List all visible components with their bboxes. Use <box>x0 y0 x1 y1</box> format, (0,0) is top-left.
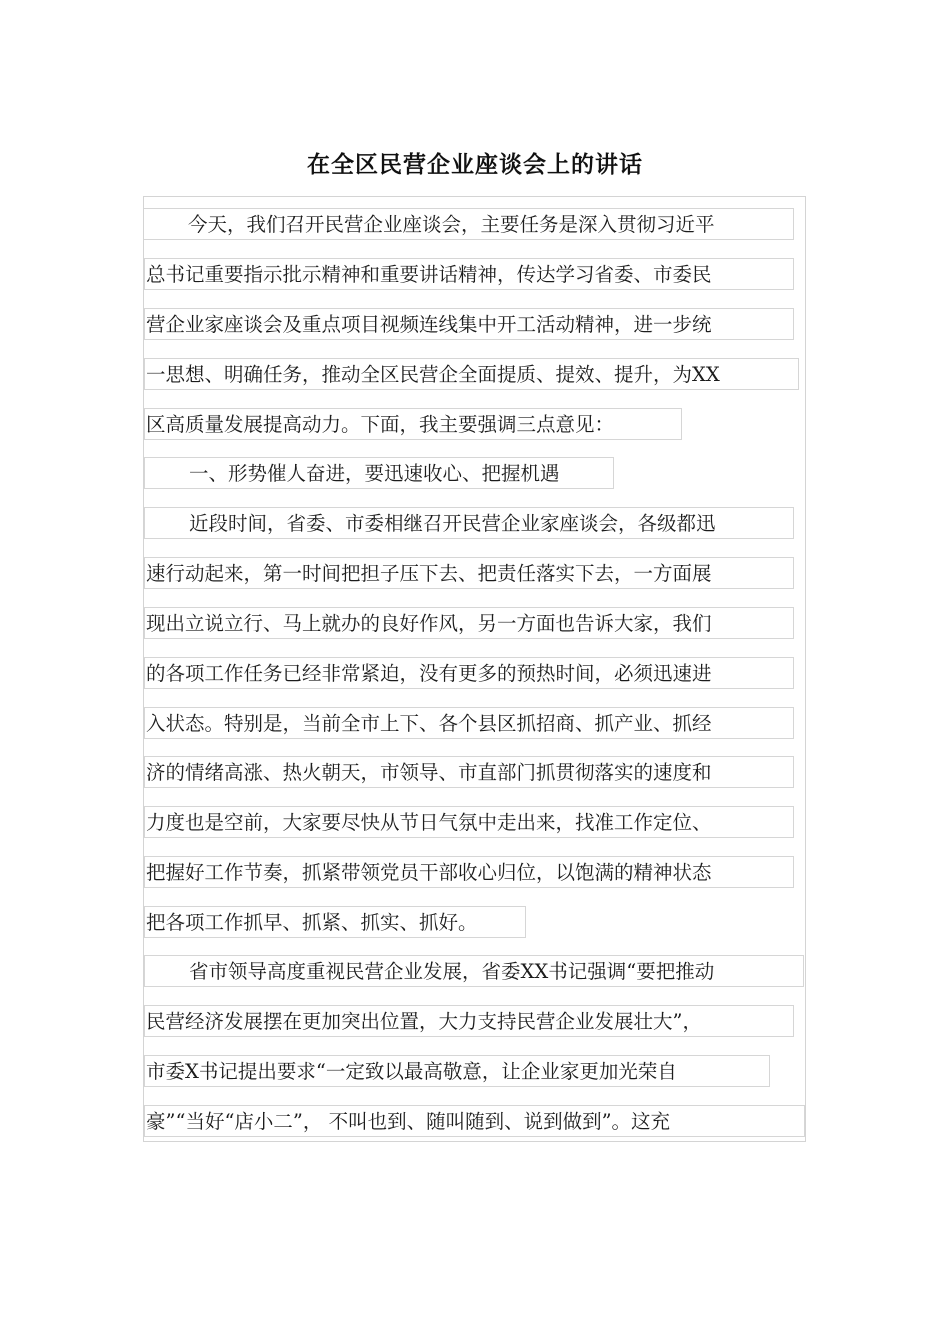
text-line-8: 现出立说立行、马上就办的良好作风，另一方面也告诉大家，我们 <box>144 607 794 639</box>
text-line-10: 入状态。特别是，当前全市上下、各个县区抓招商、抓产业、抓经 <box>144 707 794 739</box>
text-line-17: 市委X书记提出要求“一定致以最高敬意，让企业家更加光荣自 <box>144 1055 770 1087</box>
text-line-5: 区高质量发展提高动力。下面，我主要强调三点意见： <box>144 408 682 440</box>
text-line-2: 总书记重要指示批示精神和重要讲话精神，传达学习省委、市委民 <box>144 258 794 290</box>
text-line-12: 力度也是空前，大家要尽快从节日气氛中走出来，找准工作定位、 <box>144 806 794 838</box>
text-line-6: 近段时间，省委、市委相继召开民营企业家座谈会，各级都迅 <box>144 507 794 539</box>
text-line-1: 今天，我们召开民营企业座谈会，主要任务是深入贯彻习近平 <box>144 208 794 240</box>
text-line-11: 济的情绪高涨、热火朝天，市领导、市直部门抓贯彻落实的速度和 <box>144 756 794 788</box>
text-line-14: 把各项工作抓早、抓紧、抓实、抓好。 <box>144 906 526 938</box>
section-heading-1: 一、形势催人奋进，要迅速收心、把握机遇 <box>144 457 614 489</box>
text-line-13: 把握好工作节奏，抓紧带领党员干部收心归位，以饱满的精神状态 <box>144 856 794 888</box>
text-line-16: 民营经济发展摆在更加突出位置，大力支持民营企业发展壮大”， <box>144 1005 794 1037</box>
text-line-18: 豪”“当好“店小二”， 不叫也到、随叫随到、说到做到”。这充 <box>144 1105 805 1137</box>
text-line-3: 营企业家座谈会及重点项目视频连线集中开工活动精神，进一步统 <box>144 308 794 340</box>
text-line-9: 的各项工作任务已经非常紧迫，没有更多的预热时间，必须迅速进 <box>144 657 794 689</box>
document-title: 在全区民营企业座谈会上的讲话 <box>307 152 643 178</box>
text-line-15: 省市领导高度重视民营企业发展，省委XX书记强调“要把推动 <box>144 955 804 987</box>
text-line-7: 速行动起来，第一时间把担子压下去、把责任落实下去，一方面展 <box>144 557 794 589</box>
text-line-4: 一思想、明确任务，推动全区民营企全面提质、提效、提升，为XX <box>144 358 799 390</box>
